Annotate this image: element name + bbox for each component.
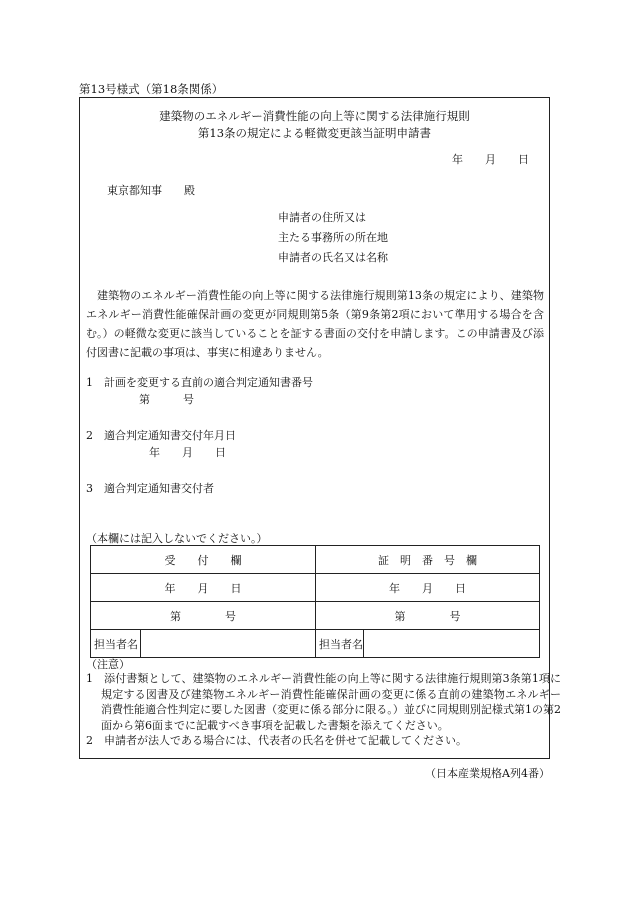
certificate-number-column-header: 証 明 番 号 欄 — [316, 546, 540, 574]
office-use-table — [90, 545, 540, 658]
reception-number-cell: 第 号 — [91, 602, 316, 630]
application-date: 年 月 日 — [452, 153, 529, 166]
paper-size-note: （日本産業規格A列4番） — [425, 767, 550, 780]
item-2-value: 年 月 日 — [149, 446, 226, 459]
certificate-person-label: 担当者名 — [316, 630, 364, 658]
item-1-value: 第 号 — [139, 393, 194, 406]
form-title-line2: 第13条の規定による軽微変更該当証明申請書 — [197, 126, 432, 140]
certificate-person-field — [364, 630, 540, 658]
reception-date-cell: 年 月 日 — [91, 574, 316, 602]
note-2: 2 申請者が法人である場合には、代表者の氏名を併せて記載してください。 — [86, 734, 467, 747]
item-2-heading: 2 適合判定通知書交付年月日 — [86, 429, 236, 442]
office-use-caption: （本欄には記入しないでください。） — [86, 532, 268, 545]
item-3-heading: 3 適合判定通知書交付者 — [86, 482, 214, 495]
item-1-heading: 1 計画を変更する直前の適合判定通知書番号 — [86, 376, 313, 389]
applicant-name-label: 申請者の氏名又は名称 — [278, 251, 388, 264]
note-1: 1 添付書類として、建築物のエネルギー消費性能の向上等に関する法律施行規則第3条第1項に規定する図書及び建築物エネルギー消費性能確保計画の変更に係る直前の建築物エネルギー消費性能適合性判定に要した図書（変更に係る部分に限る。）並びに同規則別記様式第1の第2面から第6面までに記載すべき事項を記載した書類を添えてください。 — [86, 672, 561, 732]
reception-column-header: 受 付 欄 — [91, 546, 316, 574]
certificate-number-cell: 第 号 — [316, 602, 540, 630]
form-title-line1: 建築物のエネルギー消費性能の向上等に関する法律施行規則 — [159, 109, 470, 123]
addressee: 東京都知事 殿 — [107, 184, 195, 197]
reception-person-label: 担当者名 — [91, 630, 141, 658]
applicant-address-label-1: 申請者の住所又は — [278, 211, 366, 224]
application-statement: 建築物のエネルギー消費性能の向上等に関する法律施行規則第13条の規定により、建築物エネルギー消費性能確保計画の変更が同規則第5条（第9条第2項において準用する場合を含む。）の軽微な変更に該当していることを証する書面の交付を申請します。この申請書及び添付図書に記載の事項は、事実に相違ありません。 — [86, 289, 544, 359]
form-number: 第13号様式（第18条関係） — [79, 82, 224, 96]
applicant-address-label-2: 主たる事務所の所在地 — [278, 231, 388, 244]
certificate-date-cell: 年 月 日 — [316, 574, 540, 602]
notes-heading: （注意） — [86, 658, 130, 671]
reception-person-field — [141, 630, 316, 658]
